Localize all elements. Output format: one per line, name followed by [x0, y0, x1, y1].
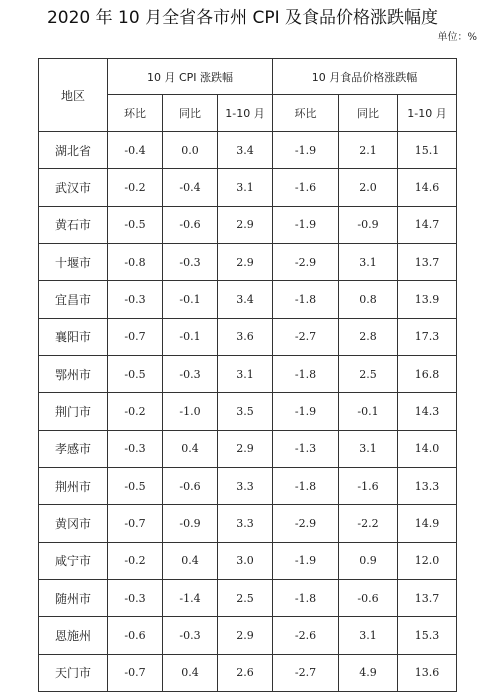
table-row: [39, 318, 457, 355]
cpi-mom-header: 环比: [108, 95, 163, 132]
region-cell: 随州市: [39, 580, 108, 617]
region-cell: 荆门市: [39, 393, 108, 430]
region-cell: 宜昌市: [39, 281, 108, 318]
cpi-mom-cell: -0.2: [108, 169, 163, 206]
region-cell: 十堰市: [39, 244, 108, 281]
cpi-ytd-cell: 3.6: [218, 318, 273, 355]
cpi-yoy-header: 同比: [163, 95, 218, 132]
food-mom-header: 环比: [273, 95, 339, 132]
cpi-group-header: 10 月 CPI 涨跌幅: [108, 59, 273, 95]
cpi-yoy-cell: 0.4: [163, 542, 218, 579]
table-row: [39, 169, 457, 206]
region-cell: 咸宁市: [39, 542, 108, 579]
cpi-yoy-cell: -0.9: [163, 505, 218, 542]
cpi-mom-cell: -0.7: [108, 318, 163, 355]
region-cell: 荆州市: [39, 468, 108, 505]
cpi-yoy-cell: -0.6: [163, 206, 218, 243]
food-ytd-cell: 14.3: [398, 393, 457, 430]
food-mom-cell: -1.8: [273, 356, 339, 393]
cpi-mom-cell: -0.5: [108, 468, 163, 505]
cpi-ytd-cell: 2.9: [218, 206, 273, 243]
cpi-ytd-cell: 2.6: [218, 654, 273, 691]
food-ytd-cell: 14.6: [398, 169, 457, 206]
table-row: [39, 580, 457, 617]
food-mom-cell: -1.6: [273, 169, 339, 206]
cpi-yoy-cell: -0.3: [163, 356, 218, 393]
table-row: [39, 244, 457, 281]
food-yoy-cell: -2.2: [339, 505, 398, 542]
region-cell: 黄冈市: [39, 505, 108, 542]
food-mom-cell: -1.9: [273, 542, 339, 579]
food-ytd-cell: 14.9: [398, 505, 457, 542]
cpi-ytd-cell: 3.4: [218, 132, 273, 169]
cpi-ytd-cell: 2.9: [218, 244, 273, 281]
food-group-header: 10 月食品价格涨跌幅: [273, 59, 457, 95]
food-ytd-cell: 13.7: [398, 244, 457, 281]
cpi-ytd-cell: 3.3: [218, 468, 273, 505]
cpi-yoy-cell: 0.0: [163, 132, 218, 169]
food-mom-cell: -1.9: [273, 206, 339, 243]
cpi-yoy-cell: -1.0: [163, 393, 218, 430]
cpi-ytd-cell: 3.5: [218, 393, 273, 430]
food-mom-cell: -1.3: [273, 430, 339, 467]
food-ytd-cell: 17.3: [398, 318, 457, 355]
cpi-yoy-cell: -1.4: [163, 580, 218, 617]
region-cell: 鄂州市: [39, 356, 108, 393]
table-row: [39, 542, 457, 579]
cpi-mom-cell: -0.3: [108, 281, 163, 318]
food-yoy-cell: 4.9: [339, 654, 398, 691]
header-row-groups: [39, 59, 457, 95]
food-ytd-cell: 15.3: [398, 617, 457, 654]
food-mom-cell: -1.8: [273, 468, 339, 505]
table-row: [39, 617, 457, 654]
food-ytd-cell: 13.6: [398, 654, 457, 691]
table-row: [39, 468, 457, 505]
food-ytd-cell: 13.7: [398, 580, 457, 617]
food-mom-cell: -1.8: [273, 281, 339, 318]
region-cell: 天门市: [39, 654, 108, 691]
cpi-yoy-cell: -0.3: [163, 244, 218, 281]
cpi-mom-cell: -0.3: [108, 430, 163, 467]
cpi-mom-cell: -0.3: [108, 580, 163, 617]
table-row: [39, 356, 457, 393]
cpi-ytd-cell: 3.3: [218, 505, 273, 542]
region-cell: 湖北省: [39, 132, 108, 169]
cpi-ytd-cell: 2.5: [218, 580, 273, 617]
cpi-yoy-cell: 0.4: [163, 654, 218, 691]
region-header: 地区: [39, 59, 108, 132]
table-row: [39, 281, 457, 318]
cpi-yoy-cell: 0.4: [163, 430, 218, 467]
food-ytd-header: 1-10 月: [398, 95, 457, 132]
food-ytd-cell: 13.9: [398, 281, 457, 318]
food-mom-cell: -1.9: [273, 132, 339, 169]
food-yoy-cell: -0.1: [339, 393, 398, 430]
region-cell: 孝感市: [39, 430, 108, 467]
cpi-ytd-cell: 2.9: [218, 617, 273, 654]
food-ytd-cell: 16.8: [398, 356, 457, 393]
food-mom-cell: -2.7: [273, 318, 339, 355]
food-ytd-cell: 15.1: [398, 132, 457, 169]
region-cell: 襄阳市: [39, 318, 108, 355]
cpi-yoy-cell: -0.1: [163, 281, 218, 318]
food-mom-cell: -1.9: [273, 393, 339, 430]
cpi-mom-cell: -0.4: [108, 132, 163, 169]
cpi-mom-cell: -0.5: [108, 356, 163, 393]
food-yoy-cell: -1.6: [339, 468, 398, 505]
food-mom-cell: -2.6: [273, 617, 339, 654]
table-row: [39, 206, 457, 243]
cpi-ytd-cell: 2.9: [218, 430, 273, 467]
food-mom-cell: -2.9: [273, 505, 339, 542]
region-cell: 武汉市: [39, 169, 108, 206]
cpi-ytd-cell: 3.0: [218, 542, 273, 579]
food-ytd-cell: 12.0: [398, 542, 457, 579]
cpi-ytd-header: 1-10 月: [218, 95, 273, 132]
cpi-mom-cell: -0.7: [108, 505, 163, 542]
cpi-mom-cell: -0.2: [108, 542, 163, 579]
page-title: 2020 年 10 月全省各市州 CPI 及食品价格涨跌幅度: [46, 8, 439, 28]
cpi-yoy-cell: -0.4: [163, 169, 218, 206]
food-yoy-cell: 2.5: [339, 356, 398, 393]
food-yoy-cell: 2.1: [339, 132, 398, 169]
cpi-ytd-cell: 3.1: [218, 356, 273, 393]
table-row: [39, 393, 457, 430]
unit-label: 单位：%: [437, 32, 477, 43]
cpi-ytd-cell: 3.1: [218, 169, 273, 206]
food-yoy-cell: 0.9: [339, 542, 398, 579]
cpi-mom-cell: -0.5: [108, 206, 163, 243]
table-row: [39, 132, 457, 169]
food-ytd-cell: 13.3: [398, 468, 457, 505]
food-yoy-cell: -0.9: [339, 206, 398, 243]
food-yoy-cell: 0.8: [339, 281, 398, 318]
cpi-mom-cell: -0.6: [108, 617, 163, 654]
table-body: [39, 132, 457, 692]
food-mom-cell: -2.9: [273, 244, 339, 281]
food-ytd-cell: 14.7: [398, 206, 457, 243]
food-mom-cell: -2.7: [273, 654, 339, 691]
cpi-yoy-cell: -0.1: [163, 318, 218, 355]
food-yoy-cell: 2.0: [339, 169, 398, 206]
region-cell: 黄石市: [39, 206, 108, 243]
food-yoy-cell: 3.1: [339, 430, 398, 467]
cpi-ytd-cell: 3.4: [218, 281, 273, 318]
cpi-mom-cell: -0.8: [108, 244, 163, 281]
cpi-yoy-cell: -0.6: [163, 468, 218, 505]
table-row: [39, 505, 457, 542]
food-ytd-cell: 14.0: [398, 430, 457, 467]
price-change-table: [38, 58, 457, 692]
cpi-mom-cell: -0.2: [108, 393, 163, 430]
food-mom-cell: -1.8: [273, 580, 339, 617]
food-yoy-cell: 3.1: [339, 617, 398, 654]
region-cell: 恩施州: [39, 617, 108, 654]
food-yoy-cell: -0.6: [339, 580, 398, 617]
food-yoy-cell: 2.8: [339, 318, 398, 355]
food-yoy-header: 同比: [339, 95, 398, 132]
food-yoy-cell: 3.1: [339, 244, 398, 281]
table-row: [39, 430, 457, 467]
cpi-yoy-cell: -0.3: [163, 617, 218, 654]
table-row: [39, 654, 457, 691]
cpi-mom-cell: -0.7: [108, 654, 163, 691]
